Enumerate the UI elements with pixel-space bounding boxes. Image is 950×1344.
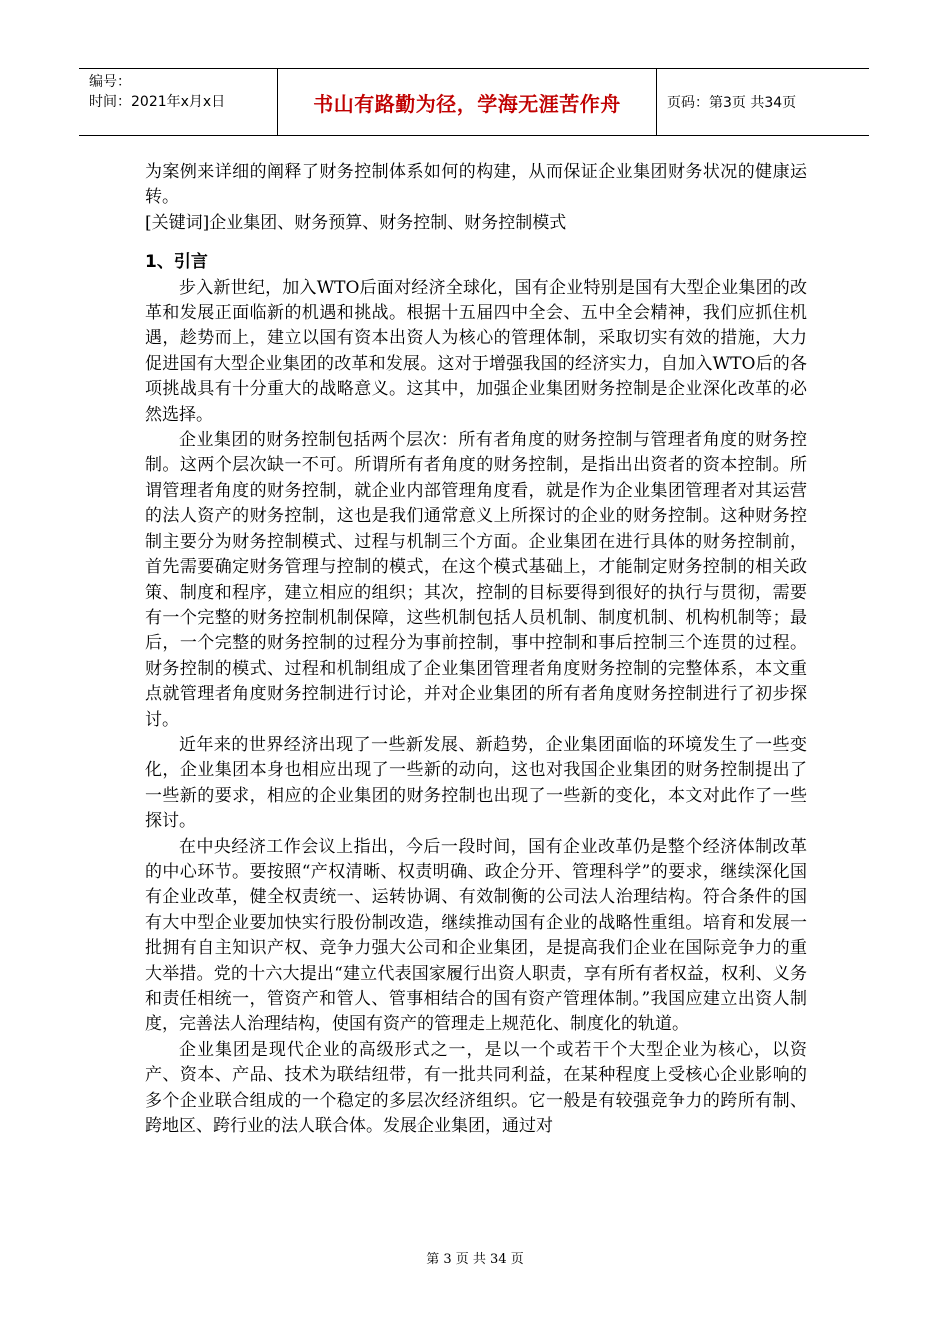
header-left-cell	[79, 69, 278, 135]
keywords-text: 企业集团、财务预算、财务控制、财务控制模式	[209, 212, 567, 233]
footer-page-number: 第 3 页 共 34 页	[426, 1252, 524, 1267]
motto-text: 书山有路勤为径，学海无涯苦作舟	[313, 91, 621, 116]
header-page-cell	[657, 69, 869, 135]
page-header	[79, 68, 869, 136]
body-paragraph: 近年来的世界经济出现了一些新发展、新趋势，企业集团面临的环境发生了一些变化，企业集团本身也相应出现了一些新的动向，这也对我国企业集团的财务控制提出了一些新的要求，相应的企业集团的财务控制也出现了一些新的变化，本文对此作了一些探讨。	[145, 734, 807, 832]
keywords-line	[145, 211, 807, 236]
body-paragraph: 在中央经济工作会议上指出，今后一段时间，国有企业改革仍是整个经济体制改革的中心环节。要按照“产权清晰、权责明确、政企分开、管理科学”的要求，继续深化国有企业改革，健全权责统一、运转协调、有效制衡的公司法人治理结构。符合条件的国有大中型企业要加快实行股份制改造，继续推动国有企业的战略性重组。培育和发展一批拥有自主知识产权、竞争力强大公司和企业集团，是提高我们企业在国际竞争力的重大举措。党的十六大提出“建立代表国家履行出资人职责，享有所有者权益，权利、义务和责任相统一，管资产和管人、管事相结合的国有资产管理体制。”我国应建立出资人制度，完善法人治理结构，使国有资产的管理走上规范化、制度化的轨道。	[145, 836, 807, 1035]
body-paragraph: 步入新世纪，加入WTO后面对经济全球化，国有企业特别是国有大型企业集团的改革和发展正面临新的机遇和挑战。根据十五届四中全会、五中全会精神，我们应抓住机遇，趁势而上，建立以国有资本出资人为核心的管理体制，采取切实有效的措施，大力促进国有大型企业集团的改革和发展。这对于增强我国的经济实力，自加入WTO后的各项挑战具有十分重大的战略意义。这其中，加强企业集团财务控制是企业深化改革的必然选择。	[145, 277, 807, 425]
body-paragraph: 企业集团的财务控制包括两个层次：所有者角度的财务控制与管理者角度的财务控制。这两个层次缺一不可。所谓所有者角度的财务控制，是指出出资者的资本控制。所谓管理者角度的财务控制，就企业内部管理角度看，就是作为企业集团管理者对其运营的法人资产的财务控制，这也是我们通常意义上所探讨的企业的财务控制。这种财务控制主要分为财务控制模式、过程与机制三个方面。企业集团在进行具体的财务控制前，首先需要确定财务管理与控制的模式，在这个模式基础上，才能制定财务控制的相关政策、制度和程序，建立相应的组织；其次，控制的目标要得到很好的执行与贯彻，需要有一个完整的财务控制机制保障，这些机制包括人员机制、制度机制、机构机制等；最后，一个完整的财务控制的过程分为事前控制，事中控制和事后控制三个连贯的过程。财务控制的模式、过程和机制组成了企业集团管理者角度财务控制的完整体系，本文重点就管理者角度财务控制进行讨论，并对企业集团的所有者角度财务控制进行了初步探讨。	[145, 430, 807, 730]
document-body	[145, 160, 807, 1139]
section-heading: 1、引言	[145, 252, 208, 273]
keywords-label: [关键词]	[145, 212, 210, 233]
page-footer	[0, 1248, 950, 1267]
page-info: 页码：第3页 共34页	[667, 95, 797, 111]
date-label: 时间：2021年x月x日	[89, 94, 226, 110]
intro-paragraph: 为案例来详细的阐释了财务控制体系如何的构建，从而保证企业集团财务状况的健康运转。	[145, 162, 807, 208]
serial-number-label: 编号：	[89, 74, 131, 90]
body-paragraph: 企业集团是现代企业的高级形式之一，是以一个或若干个大型企业为核心，以资产、资本、产品、技术为联结纽带，有一批共同利益，在某种程度上受核心企业影响的多个企业联合组成的一个稳定的多层次经济组织。它一般是有较强竞争力的跨所有制、跨地区、跨行业的法人联合体。发展企业集团，通过对	[145, 1039, 807, 1137]
header-motto-cell	[278, 69, 657, 135]
